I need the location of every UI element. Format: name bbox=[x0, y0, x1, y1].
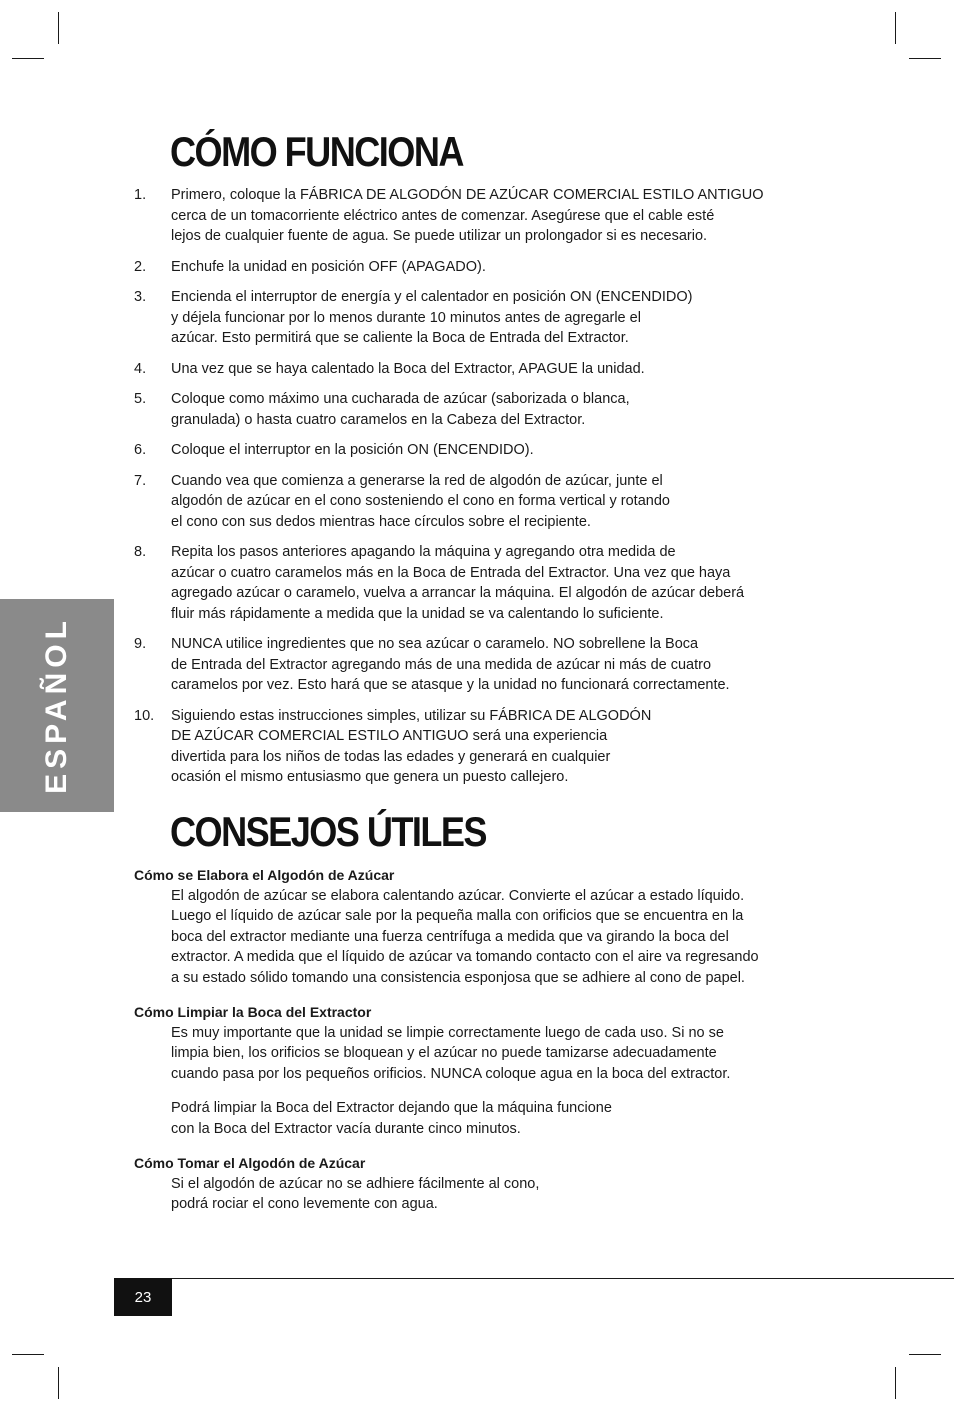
step-item bbox=[134, 634, 824, 696]
tip-paragraph: El algodón de azúcar se elabora calentando azúcar. Convierte el azúcar a estado líquido. Luego el líquido de azúcar sale por la pequeña malla con orificios que se encuentra en la boca del extractor mediante una fuerza centrífuga a medida que va girando la boca del extractor. A medida que el líquido de azúcar va tomando contacto con el aire va regresando a su estado sólido tomando una consistencia esponjosa que se adhiere al cono de papel. bbox=[171, 887, 759, 986]
section-title-consejos-utiles: CONSEJOS ÚTILES bbox=[170, 808, 486, 855]
step-number: 6. bbox=[134, 442, 147, 458]
language-tab bbox=[0, 599, 114, 812]
tip-block bbox=[134, 1153, 834, 1215]
step-text: Repita los pasos anteriores apagando la máquina y agregando otra medida de azúcar o cuatro caramelos más en la Boca de Entrada del Extractor. Una vez que haya agregado azúcar o caramelo, vuelva a arrancar la máquina. El algodón de azúcar deberá fluir más rápidamente a medida que la unidad se va calentando lo suficiente. bbox=[171, 544, 745, 622]
footer-rule bbox=[114, 1278, 954, 1279]
step-item bbox=[134, 440, 824, 461]
tip-heading: Cómo se Elabora el Algodón de Azúcar bbox=[134, 867, 395, 883]
step-item bbox=[134, 287, 824, 349]
crop-mark bbox=[58, 1367, 59, 1399]
tip-heading: Cómo Tomar el Algodón de Azúcar bbox=[134, 1155, 366, 1171]
step-number: 1. bbox=[134, 187, 147, 203]
step-number: 8. bbox=[134, 544, 147, 560]
tip-block bbox=[134, 1002, 834, 1139]
step-text: Enchufe la unidad en posición OFF (APAGADO). bbox=[171, 258, 486, 275]
tip-paragraph: Podrá limpiar la Boca del Extractor dejando que la máquina funcione con la Boca del Extractor vacía durante cinco minutos. bbox=[171, 1100, 612, 1137]
step-number: 2. bbox=[134, 258, 147, 275]
step-item bbox=[134, 389, 824, 430]
instruction-steps bbox=[134, 185, 824, 798]
step-number: 10. bbox=[134, 707, 155, 724]
step-item bbox=[134, 257, 824, 278]
tip-block bbox=[134, 865, 834, 988]
step-text: NUNCA utilice ingredientes que no sea azúcar o caramelo. NO sobrellene la Boca de Entrada del Extractor agregando más de una medida de azúcar ni más de cuatro caramelos por vez. Esto hará que se atasque y la unidad no funcionará correctamente. bbox=[171, 636, 730, 693]
crop-mark bbox=[12, 1354, 44, 1355]
page-number-box bbox=[114, 1278, 172, 1316]
step-item bbox=[134, 359, 824, 380]
step-number: 4. bbox=[134, 360, 147, 377]
step-number: 3. bbox=[134, 289, 147, 305]
crop-mark bbox=[12, 58, 44, 59]
tip-heading: Cómo Limpiar la Boca del Extractor bbox=[134, 1004, 372, 1020]
step-number: 9. bbox=[134, 636, 147, 652]
crop-mark bbox=[895, 1367, 896, 1399]
step-number: 5. bbox=[134, 391, 147, 407]
tip-paragraph: Es muy importante que la unidad se limpie correctamente luego de cada uso. Si no se limpia bien, los orificios se bloquean y el azúcar no puede tamizarse adecuadamente cuando pasa por los pequeños orificios. NUNCA coloque agua en la boca del extractor. bbox=[171, 1024, 731, 1082]
crop-mark bbox=[909, 58, 941, 59]
crop-mark bbox=[909, 1354, 941, 1355]
tip-paragraph: Si el algodón de azúcar no se adhiere fácilmente al cono, podrá rociar el cono levemente con agua. bbox=[171, 1175, 540, 1212]
page-number: 23 bbox=[134, 1288, 152, 1306]
step-item bbox=[134, 542, 824, 624]
crop-mark bbox=[58, 12, 59, 44]
step-text: Primero, coloque la FÁBRICA DE ALGODÓN DE AZÚCAR COMERCIAL ESTILO ANTIGUO cerca de un tomacorriente eléctrico antes de comenzar. Asegúrese que el cable esté lejos de cualquier fuente de agua. Se puede utilizar un prolongador si es necesario. bbox=[171, 187, 764, 244]
step-item bbox=[134, 185, 824, 247]
step-item bbox=[134, 471, 824, 533]
step-text: Coloque el interruptor en la posición ON (ENCENDIDO). bbox=[171, 442, 534, 458]
step-text: Una vez que se haya calentado la Boca del Extractor, APAGUE la unidad. bbox=[171, 360, 645, 377]
step-text: Encienda el interruptor de energía y el calentador en posición ON (ENCENDIDO) y déjela funcionar por lo menos durante 10 minutos antes de agregarle el azúcar. Esto permitirá que se caliente la Boca de Entrada del Extractor. bbox=[171, 289, 693, 346]
step-text: Cuando vea que comienza a generarse la red de algodón de azúcar, junte el algodón de azúcar en el cono sosteniendo el cono en forma vertical y rotando el cono con sus dedos mientras hace círculos sobre el recipiente. bbox=[171, 472, 670, 530]
crop-mark bbox=[895, 12, 896, 44]
step-text: Coloque como máximo una cucharada de azúcar (saborizada o blanca, granulada) o hasta cuatro caramelos en la Cabeza del Extractor. bbox=[171, 391, 630, 428]
step-text: Siguiendo estas instrucciones simples, utilizar su FÁBRICA DE ALGODÓN DE AZÚCAR COMERCIAL ESTILO ANTIGUO será una experiencia divertida para los niños de todas las edades y generará en cualquier ocasión el mismo entusiasmo que genera un puesto callejero. bbox=[171, 707, 652, 785]
section-title-como-funciona: CÓMO FUNCIONA bbox=[170, 128, 463, 175]
language-tab-label: ESPAÑOL bbox=[40, 616, 73, 794]
step-item bbox=[134, 706, 824, 788]
step-number: 7. bbox=[134, 472, 147, 489]
